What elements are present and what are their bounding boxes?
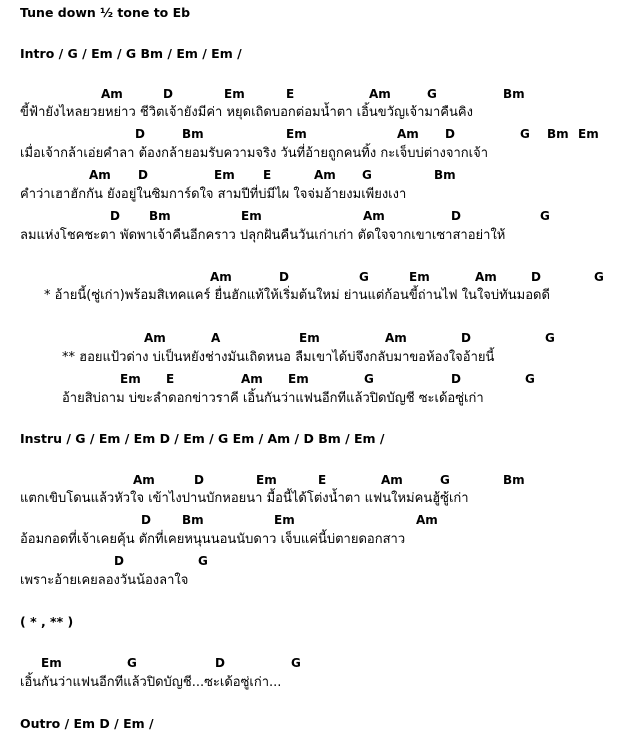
- chord-label: E: [166, 372, 175, 386]
- chord-label: Am: [101, 87, 123, 101]
- lyric-line: ลมแห่งโชคชะตา พัดพาเจ้าคืนอีกคราว ปลุกฝันคืนวันเก่าเก่า ตัดใจจากเขาเซาสาอย่าให้: [20, 228, 506, 243]
- chord-label: Em: [578, 127, 599, 141]
- chord-label: Am: [133, 473, 155, 487]
- chord-label: G: [520, 127, 530, 141]
- lyric-line: อ้อมกอดที่เจ้าเคยคุ้น ตักที่เคยหนุนนอนนับดาว เจ็บแค่นี้บ่ตายดอกสาว: [20, 532, 406, 547]
- chord-label: Em: [41, 656, 62, 670]
- chord-label: Em: [288, 372, 309, 386]
- lyric-line: อ้ายสิบ่ถาม บ่ขะลำดอกข่าวราคี เอิ้นกันว่าแฟนอีกทีแล้วปิดบัญชี ซะเด้อซู่เก่า: [62, 391, 484, 406]
- chord-label: Em: [241, 209, 262, 223]
- chord-label: D: [531, 270, 541, 284]
- tuning-note: Tune down ½ tone to Eb: [20, 5, 191, 20]
- chord-label: Em: [409, 270, 430, 284]
- chord-label: G: [198, 554, 208, 568]
- chord-label: Bm: [182, 513, 204, 527]
- chord-label: D: [451, 372, 461, 386]
- chord-label: Em: [256, 473, 277, 487]
- chord-label: D: [110, 209, 120, 223]
- chord-label: Am: [363, 209, 385, 223]
- chord-label: Am: [416, 513, 438, 527]
- chord-label: Am: [385, 331, 407, 345]
- chord-label: Em: [120, 372, 141, 386]
- lyric-line: ** ฮอยแป้วด่าง บ่เป็นหยังช่างมันเถิดหนอ ลืมเขาได้บ่จึงกลับมาขอห้องใจอ้ายนี้: [62, 350, 495, 365]
- chord-label: Bm: [434, 168, 456, 182]
- chord-label: D: [279, 270, 289, 284]
- chord-label: G: [127, 656, 137, 670]
- lyric-line: แตกเขิบโดนแล้วหัวใจ เข้าไงปานบักหอยนา มื้อนี้ได้โต่งน้ำตา แฟนใหม่คนฮู้ซู้เก่า: [20, 491, 469, 506]
- chord-label: G: [594, 270, 604, 284]
- chord-label: G: [540, 209, 550, 223]
- chord-label: Bm: [503, 473, 525, 487]
- chord-label: Em: [274, 513, 295, 527]
- chord-label: D: [194, 473, 204, 487]
- chord-label: Bm: [547, 127, 569, 141]
- chord-label: G: [545, 331, 555, 345]
- chord-label: G: [362, 168, 372, 182]
- chord-label: G: [440, 473, 450, 487]
- chord-label: Bm: [182, 127, 204, 141]
- chord-label: E: [318, 473, 327, 487]
- chord-label: Bm: [503, 87, 525, 101]
- chord-label: Em: [299, 331, 320, 345]
- chord-label: G: [359, 270, 369, 284]
- chord-label: Am: [210, 270, 232, 284]
- chord-label: Bm: [149, 209, 171, 223]
- chord-label: D: [141, 513, 151, 527]
- chord-label: A: [211, 331, 221, 345]
- chord-label: E: [286, 87, 295, 101]
- lyric-line: * อ้ายนี้(ซู่เก่า)พร้อมสิเทคแคร์ ยื่นฮักแท้ให้เริ่มต้นใหม่ ย่านแต่ก้อนขี้ถ่านไฟ ในใจบ่ทันมอดดี: [44, 288, 550, 303]
- chord-label: G: [427, 87, 437, 101]
- chord-label: Em: [286, 127, 307, 141]
- intro-progression: Intro / G / Em / G Bm / Em / Em /: [20, 46, 242, 61]
- chord-label: D: [114, 554, 124, 568]
- chord-label: D: [451, 209, 461, 223]
- chord-label: Em: [214, 168, 235, 182]
- chord-label: Am: [144, 331, 166, 345]
- chord-label: G: [364, 372, 374, 386]
- lyric-line: คำว่าเฮาฮักกัน ยังอยู่ในซิมการ์ดใจ สามปีที่บ่มีไผ ใจจ่มอ้ายงมเพียงเงา: [20, 187, 407, 202]
- chord-label: D: [138, 168, 148, 182]
- instrumental-progression: Instru / G / Em / Em D / Em / G Em / Am / D Bm / Em /: [20, 431, 385, 446]
- chord-label: Am: [397, 127, 419, 141]
- chord-label: Am: [369, 87, 391, 101]
- lyric-line: เพราะอ้ายเคยลองวันน้องลาใจ: [20, 573, 189, 588]
- lyric-line: เอิ้นกันว่าแฟนอีกทีแล้วปิดบัญชี...ซะเด้อซู่เก่า...: [20, 675, 282, 690]
- lyric-line: เมื่อเจ้ากล้าเอ่ยคำลา ต้องกล้ายอมรับความจริง วันที่อ้ายถูกคนทิ้ง กะเจ็บบ่ต่างจากเจ้า: [20, 146, 488, 161]
- chord-label: Am: [475, 270, 497, 284]
- chord-label: D: [163, 87, 173, 101]
- chord-label: D: [135, 127, 145, 141]
- chord-label: D: [461, 331, 471, 345]
- lyric-line: ขี้ฟ้ายังไหลยวยหย่าว ชีวิตเจ้ายังมีค่า หยุดเถิดบอกต่อมน้ำตา เอิ้นขวัญเจ้ามาคืนคิง: [20, 105, 473, 120]
- chord-label: G: [525, 372, 535, 386]
- chord-label: D: [445, 127, 455, 141]
- chord-label: E: [263, 168, 272, 182]
- chord-label: D: [215, 656, 225, 670]
- repeat-marker: ( * , ** ): [20, 614, 74, 629]
- outro-progression: Outro / Em D / Em /: [20, 716, 154, 731]
- chord-label: Am: [241, 372, 263, 386]
- chord-label: G: [291, 656, 301, 670]
- chord-label: Em: [224, 87, 245, 101]
- chord-label: Am: [89, 168, 111, 182]
- chord-label: Am: [381, 473, 403, 487]
- chord-label: Am: [314, 168, 336, 182]
